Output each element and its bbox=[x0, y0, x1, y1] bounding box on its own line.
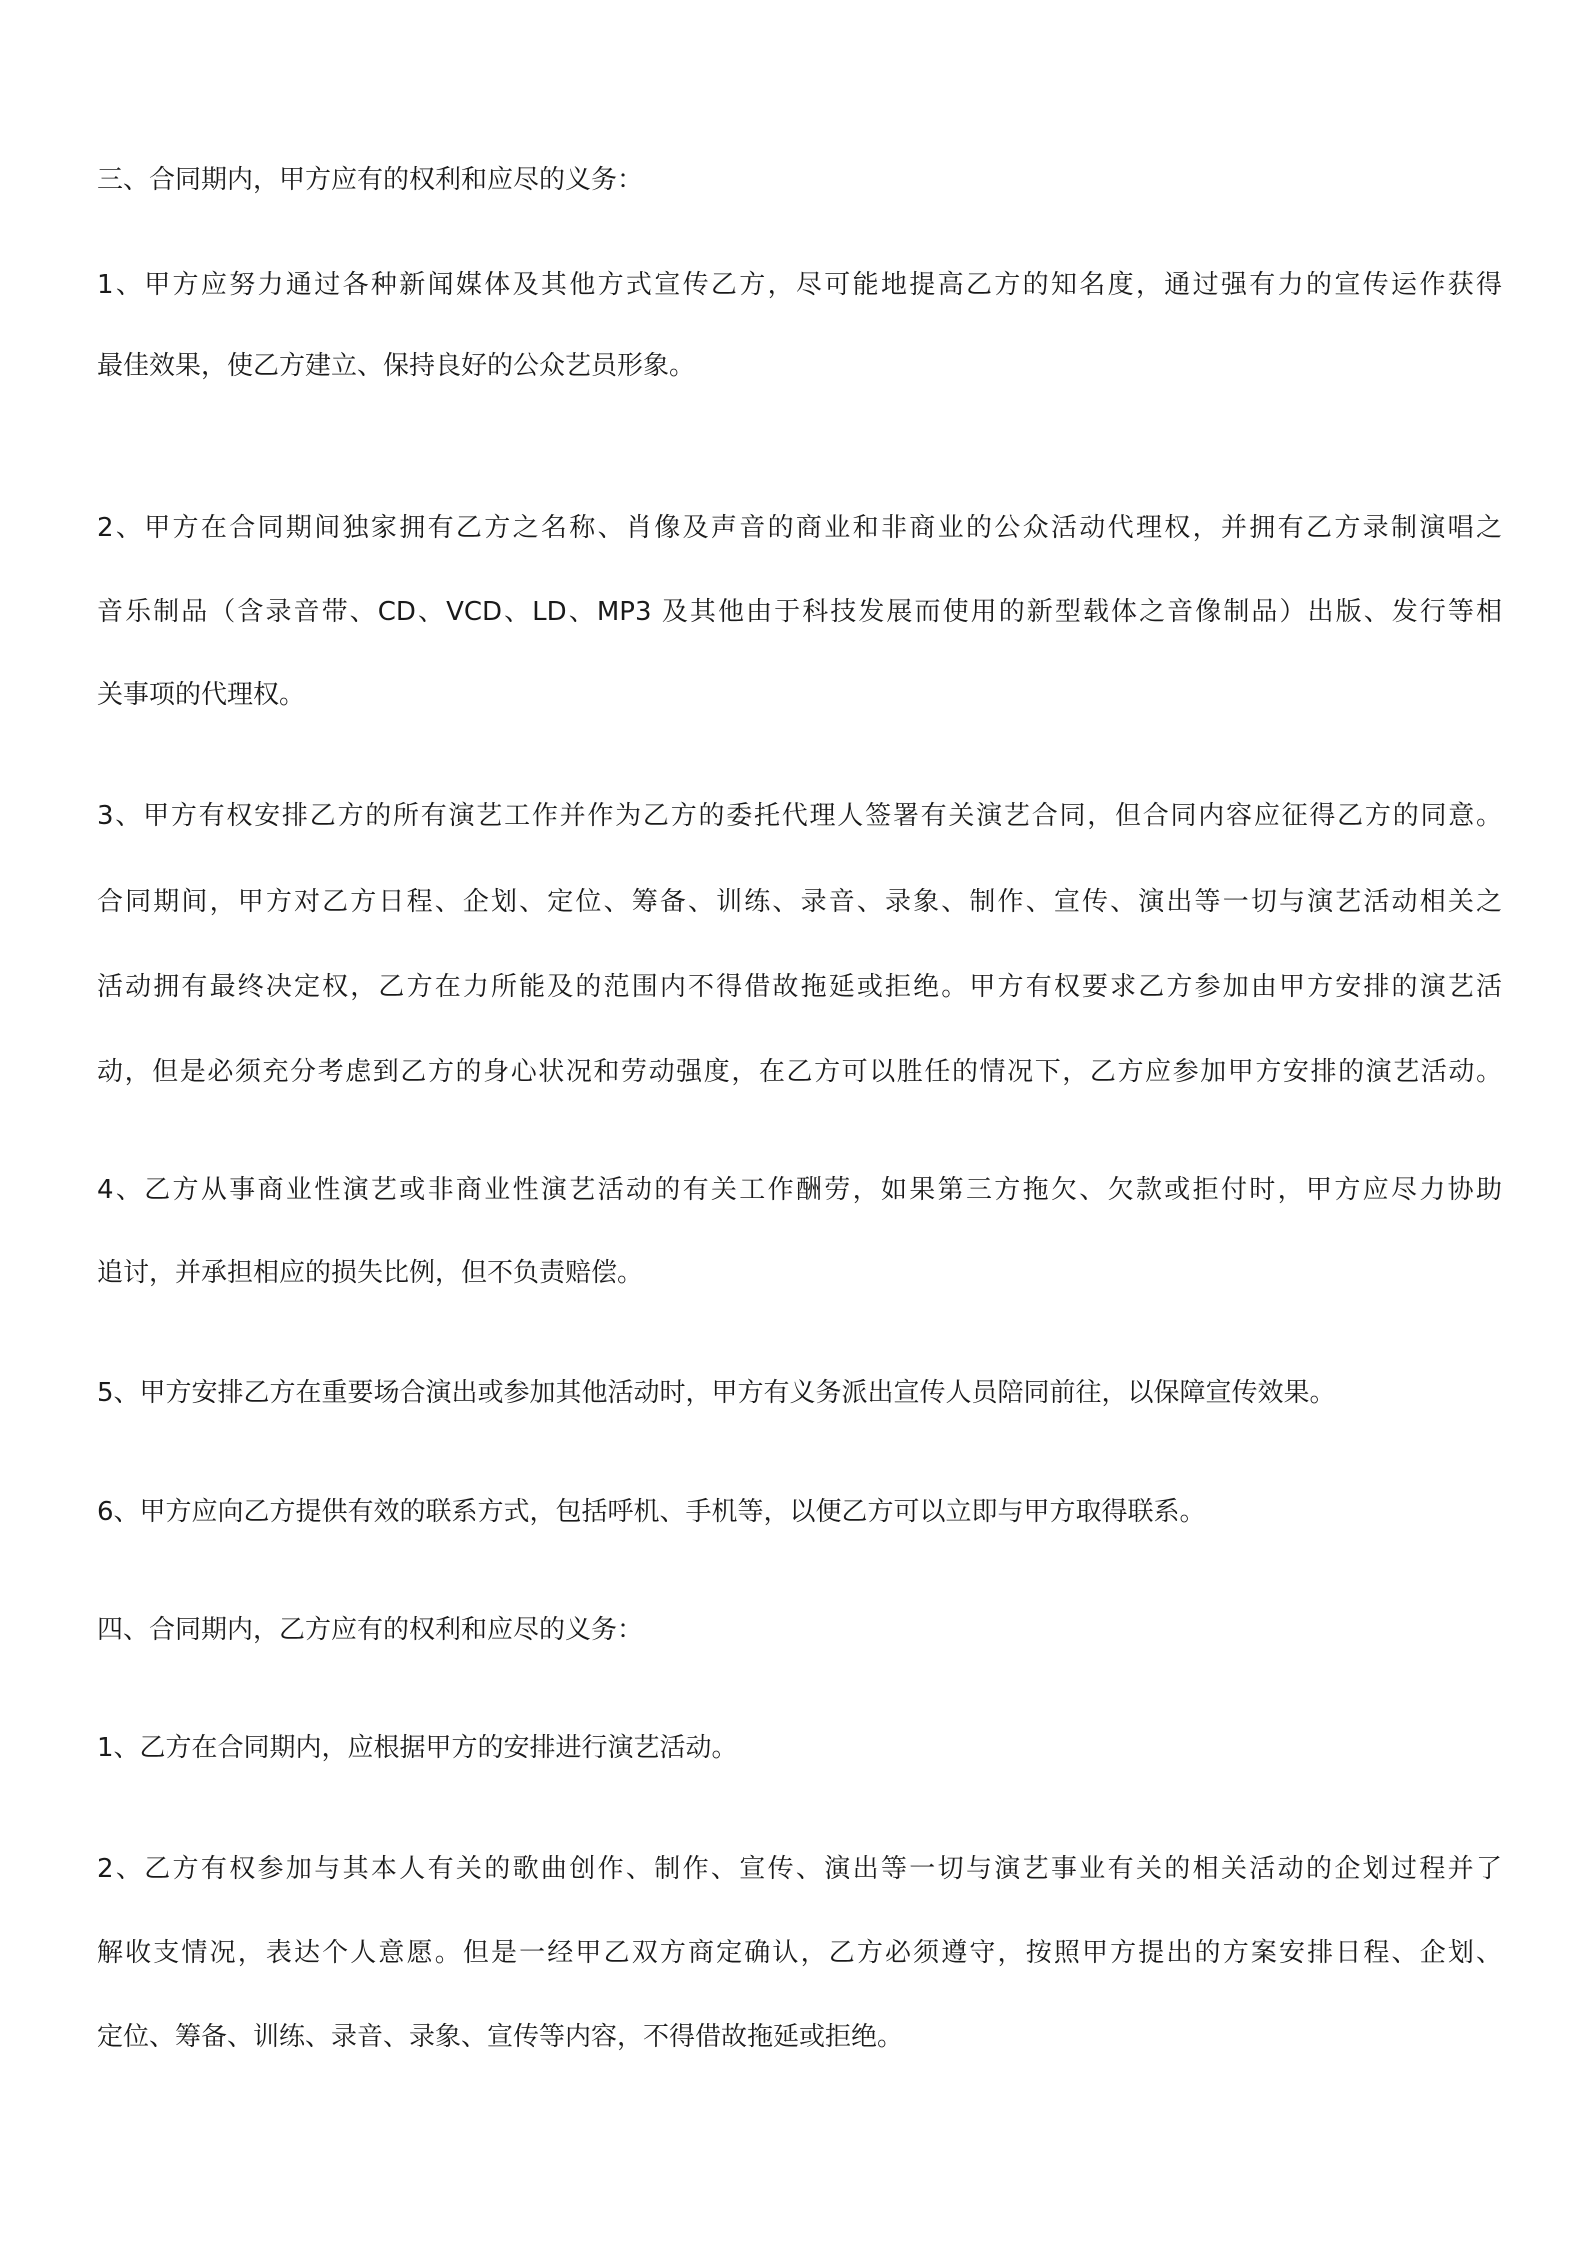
section-3-clause-1-line-1: 1、甲方应努力通过各种新闻媒体及其他方式宣传乙方，尽可能地提高乙方的知名度，通过强有力的宣传运作获得 bbox=[97, 270, 1502, 300]
section-3-clause-2-line-2: 音乐制品（含录音带、CD、VCD、LD、MP3 及其他由于科技发展而使用的新型载体之音像制品）出版、发行等相 bbox=[97, 597, 1502, 627]
section-4-clause-2-line-2: 解收支情况，表达个人意愿。但是一经甲乙双方商定确认，乙方必须遵守，按照甲方提出的方案安排日程、企划、 bbox=[97, 1938, 1502, 1968]
section-3-clause-2-line-1: 2、甲方在合同期间独家拥有乙方之名称、肖像及声音的商业和非商业的公众活动代理权，并拥有乙方录制演唱之 bbox=[97, 513, 1502, 543]
section-3-clause-3-line-2: 合同期间，甲方对乙方日程、企划、定位、筹备、训练、录音、录象、制作、宣传、演出等一切与演艺活动相关之 bbox=[97, 887, 1502, 917]
section-3-clause-4-line-1: 4、乙方从事商业性演艺或非商业性演艺活动的有关工作酬劳，如果第三方拖欠、欠款或拒付时，甲方应尽力协助 bbox=[97, 1175, 1502, 1205]
section-3-clause-3-line-1: 3、甲方有权安排乙方的所有演艺工作并作为乙方的委托代理人签署有关演艺合同，但合同内容应征得乙方的同意。 bbox=[97, 801, 1502, 831]
section-4-clause-2-line-1: 2、乙方有权参加与其本人有关的歌曲创作、制作、宣传、演出等一切与演艺事业有关的相关活动的企划过程并了 bbox=[97, 1854, 1502, 1884]
section-4-clause-1-line-1: 1、乙方在合同期内，应根据甲方的安排进行演艺活动。 bbox=[97, 1733, 738, 1763]
section-3-clause-6-line-1: 6、甲方应向乙方提供有效的联系方式，包括呼机、手机等，以便乙方可以立即与甲方取得联系。 bbox=[97, 1497, 1206, 1527]
section-3-clause-4-line-2: 追讨，并承担相应的损失比例，但不负责赔偿。 bbox=[97, 1258, 644, 1288]
section-4-clause-2-line-3: 定位、筹备、训练、录音、录象、宣传等内容，不得借故拖延或拒绝。 bbox=[97, 2022, 904, 2052]
section-3-clause-3-line-4: 动，但是必须充分考虑到乙方的身心状况和劳动强度，在乙方可以胜任的情况下，乙方应参加甲方安排的演艺活动。 bbox=[97, 1057, 1502, 1087]
section-3-clause-2-line-3: 关事项的代理权。 bbox=[97, 680, 306, 710]
section-3-heading: 三、合同期内，甲方应有的权利和应尽的义务： bbox=[97, 165, 644, 195]
section-4-heading: 四、合同期内，乙方应有的权利和应尽的义务： bbox=[97, 1615, 644, 1645]
section-3-clause-5-line-1: 5、甲方安排乙方在重要场合演出或参加其他活动时，甲方有义务派出宣传人员陪同前往，以保障宣传效果。 bbox=[97, 1378, 1336, 1408]
section-3-clause-1-line-2: 最佳效果，使乙方建立、保持良好的公众艺员形象。 bbox=[97, 351, 696, 381]
section-3-clause-3-line-3: 活动拥有最终决定权，乙方在力所能及的范围内不得借故拖延或拒绝。甲方有权要求乙方参加由甲方安排的演艺活 bbox=[97, 972, 1502, 1002]
